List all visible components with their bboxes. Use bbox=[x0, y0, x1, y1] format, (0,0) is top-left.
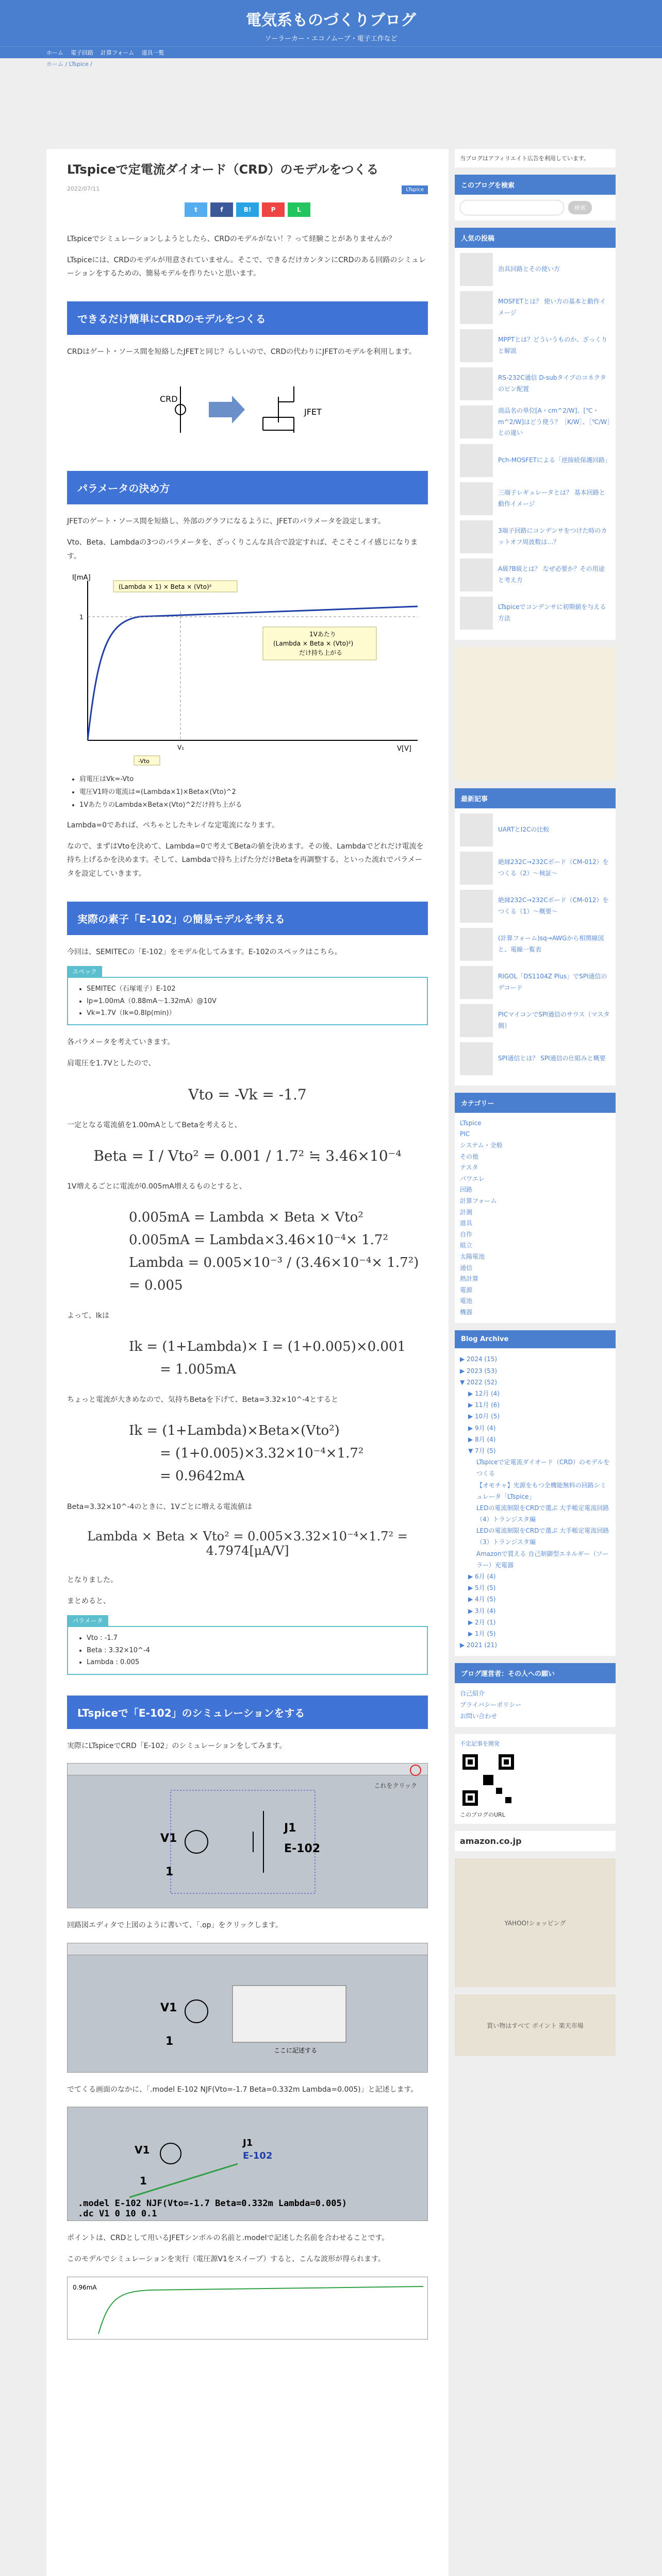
graph-callout-line-1: 1Vあたり bbox=[309, 631, 336, 638]
category-link[interactable]: パワエレ bbox=[460, 1175, 485, 1182]
ad-banner-1[interactable] bbox=[455, 647, 616, 781]
increase-text: Beta=3.32×10^-4のときに、1Vごとに増える電流値は bbox=[67, 1502, 252, 1511]
recent-title: 最新記事 bbox=[455, 788, 616, 808]
sim-text-3: でてくる画面のなかに、「.model E-102 NJF(Vto=-1.7 Beta=0.332m Lambda=0.005)」と記述します。 bbox=[67, 2085, 418, 2094]
ltspice-toolbar bbox=[68, 1764, 427, 1775]
category-link[interactable]: 組立 bbox=[460, 1242, 473, 1249]
amazon-widget[interactable] bbox=[455, 1831, 616, 1851]
e102-text: 今回は、SEMITECの「E-102」をモデル化してみます。E-102のスペックはこちら。 bbox=[67, 947, 342, 956]
schematic bbox=[68, 1775, 428, 1904]
waveform bbox=[68, 2277, 428, 2339]
article-title: LTspiceで定電流ダイオード（CRD）のモデルをつくる bbox=[67, 162, 379, 177]
popular-posts bbox=[455, 228, 616, 640]
list-item: • 肩電圧はVk=-Vto bbox=[79, 773, 428, 786]
spice-directive-dialog[interactable] bbox=[233, 1986, 346, 2042]
category-link[interactable]: 電池 bbox=[460, 1297, 473, 1305]
share-line-button[interactable]: L bbox=[288, 202, 310, 217]
heading-simple-model: できるだけ簡単にCRDのモデルをつくる bbox=[67, 301, 428, 335]
search-title: このブログを検索 bbox=[455, 175, 616, 195]
waveform-label: 0.96mA bbox=[73, 2283, 97, 2291]
archive-item[interactable]: LEDの電流制限をCRDで選ぶ 大手帳定電流回路（3）トランジスタ編 bbox=[476, 1527, 609, 1546]
graph-ylabel: I[mA] bbox=[72, 574, 91, 582]
archive-item[interactable]: ▶ 1月 (5) bbox=[468, 1630, 496, 1637]
sidebar bbox=[455, 149, 616, 2576]
archive-item[interactable]: ▶ 2024 (15) bbox=[460, 1355, 498, 1363]
schematic-3 bbox=[68, 2107, 428, 2221]
category-link[interactable]: 自作 bbox=[460, 1230, 473, 1238]
schematic-e102: E-102 bbox=[284, 1842, 321, 1856]
post-thumbnail bbox=[460, 405, 493, 438]
archive-widget bbox=[455, 1330, 616, 1656]
post-thumbnail bbox=[460, 852, 493, 885]
waveform-screenshot bbox=[67, 2277, 428, 2340]
share-hatena-button[interactable]: B! bbox=[236, 202, 259, 217]
popular-item[interactable]: 三端子レギュレータとは？ 基本回路と動作イメージ bbox=[460, 482, 610, 515]
v1-text: 1V増えるごとに電流が0.005mA増えるものとすると、 bbox=[67, 1182, 246, 1191]
share-twitter-button[interactable]: t bbox=[185, 202, 207, 217]
post-thumbnail bbox=[460, 597, 493, 630]
intro-paragraph: LTspiceでシミュレーションしようとしたら、CRDのモデルがない！？って経験ことがありませんか？ bbox=[67, 235, 396, 243]
archive-item[interactable]: Amazonで買える 自己制御型エネルギー（ソーラー）充電器 bbox=[476, 1550, 609, 1569]
simple-model-text: CRDはゲート・ソース間を短絡したJFETと同じ？らしいので、CRDの代わりにJFETのモデルを利用します。 bbox=[67, 347, 416, 356]
ltspice-screenshot-1 bbox=[67, 1763, 428, 1908]
post-thumbnail bbox=[460, 482, 493, 515]
list-item: • Lambda : 0.005 bbox=[87, 1656, 418, 1668]
post-thumbnail bbox=[460, 1042, 493, 1075]
schematic-e102: E-102 bbox=[243, 2150, 273, 2162]
ad-disclosure: 当ブログはアフィリエイト広告を利用しています。 bbox=[455, 149, 616, 167]
archive-title: Blog Archive bbox=[455, 1330, 616, 1348]
crd-jfet-diagram bbox=[67, 366, 428, 448]
equation-line: Lambda = 0.005×10⁻³ / (3.46×10⁻⁴× 1.7²) = 0.005 bbox=[129, 1255, 419, 1294]
about-link[interactable]: お問い合わせ bbox=[460, 1712, 498, 1720]
post-thumbnail bbox=[460, 890, 493, 923]
archive-item[interactable]: ▶ 6月 (4) bbox=[468, 1573, 496, 1581]
recent-posts bbox=[455, 788, 616, 1086]
vk-text: 肩電圧を1.7Vとしたので、 bbox=[67, 1059, 156, 1067]
amazon-logo[interactable]: amazon.co.jp bbox=[460, 1836, 522, 1846]
search-widget bbox=[455, 175, 616, 221]
category-badge[interactable]: LTspice bbox=[402, 185, 428, 194]
recent-item[interactable]: RIGOL「DS1104Z Plus」でSPI通信のデコード bbox=[460, 966, 610, 999]
equation-line: Ik = (1+Lambda)×Beta×(Vto²) bbox=[129, 1423, 340, 1439]
lambda-text: Lambda=0であれば、ぺちゃとしたキレイな定電流になります。 bbox=[67, 821, 279, 830]
qr-code-icon bbox=[460, 1752, 517, 1808]
equation-increase: Lambda × Beta × Vto² = 0.005×3.32×10⁻⁴×1.7² = 4.7974[μA/V] bbox=[87, 1529, 408, 1558]
graph-v1: V₁ bbox=[177, 744, 185, 752]
equation-line: = 0.9642mA bbox=[160, 1468, 245, 1484]
qr-widget bbox=[455, 1734, 616, 1824]
archive-item[interactable]: ▶ 2月 (1) bbox=[468, 1618, 496, 1626]
sim-text-2: 回路図エディタで上図のように書いて、「.op」をクリックします。 bbox=[67, 1921, 283, 1930]
post-thumbnail bbox=[460, 928, 493, 961]
equation-line: 0.005mA = Lambda×3.46×10⁻⁴× 1.7² bbox=[129, 1232, 388, 1248]
popular-item[interactable]: LTspiceでコンデンサに初期値を与える方法 bbox=[460, 597, 610, 630]
share-buttons bbox=[67, 202, 428, 217]
archive-item[interactable]: ▼ 2022 (52) bbox=[460, 1378, 498, 1386]
jfet-label: JFET bbox=[304, 407, 322, 417]
equation-line: 0.005mA = Lambda × Beta × Vto² bbox=[129, 1209, 363, 1225]
archive-item[interactable]: LTspiceで定電流ダイオード（CRD）のモデルをつくる bbox=[476, 1459, 610, 1478]
share-facebook-button[interactable]: f bbox=[210, 202, 233, 217]
category-title: カテゴリー bbox=[455, 1093, 616, 1113]
graph-callout-line-3: だけ持ち上がる bbox=[299, 649, 343, 657]
sim-text-4: ポイントは、CRDとして用いるJFETシンボルの名前と.modelで記述した名前を合わせることです。 bbox=[67, 2234, 389, 2243]
category-link[interactable]: 計測 bbox=[460, 1208, 473, 1216]
popular-item[interactable]: Pch-MOSFETによる「逆接続保護回路」 bbox=[460, 444, 610, 477]
schematic-v1: V1 bbox=[135, 2144, 150, 2157]
category-link[interactable]: 道具 bbox=[460, 1219, 473, 1227]
archive-item[interactable]: ▶ 4月 (5) bbox=[468, 1596, 496, 1603]
post-thumbnail bbox=[460, 966, 493, 999]
ltspice-screenshot-2 bbox=[67, 1943, 428, 2073]
category-link[interactable]: 熱計算 bbox=[460, 1275, 479, 1283]
archive-item[interactable]: ▶ 5月 (5) bbox=[468, 1584, 496, 1592]
order-text: なので、まずはVtoを決めて、Lambda=0で考えてBetaの値を決めます。その後、Lambdaでどれだけ電流を持ち上げるかを決めます。そして、Lambdaで持ち上げた分だけBetaを再調整する、といった流れでパラメータを設定していきます。 bbox=[67, 842, 424, 878]
share-pocket-button[interactable]: P bbox=[262, 202, 285, 217]
heading-parameters: パラメータの決め方 bbox=[67, 471, 428, 504]
ltspice-screenshot-3 bbox=[67, 2107, 428, 2221]
archive-item[interactable]: ▶ 12月 (4) bbox=[468, 1390, 500, 1398]
list-item: • Beta : 3.32×10^-4 bbox=[87, 1645, 418, 1656]
archive-item[interactable]: ▼ 7月 (5) bbox=[468, 1447, 496, 1454]
spec-label: スペック bbox=[67, 966, 102, 977]
nav-item-home[interactable]: ホーム bbox=[46, 49, 63, 56]
recent-item[interactable]: 絶縁232C→232Cボード（CM-012）をつくる（1）〜概要〜 bbox=[460, 890, 610, 923]
post-thumbnail bbox=[460, 444, 493, 477]
param-text: JFETのゲート・ソース間を短絡し、外部のグラフになるように、JFETのパラメータを設定します。 bbox=[67, 517, 385, 526]
graph-xlabel: V[V] bbox=[397, 745, 411, 753]
list-item: • Vto : -1.7 bbox=[87, 1632, 418, 1644]
category-link[interactable]: 通信 bbox=[460, 1264, 473, 1272]
param-box bbox=[67, 1626, 428, 1674]
summary-text: まとめると、 bbox=[67, 1597, 110, 1605]
article-date: 2022/07/11 bbox=[67, 185, 100, 192]
category-link[interactable]: LTspice bbox=[460, 1119, 482, 1127]
param-label: パラメータ bbox=[67, 1615, 108, 1626]
equation-line: = (1+0.005)×3.32×10⁻⁴×1.7² bbox=[160, 1446, 364, 1462]
archive-item[interactable]: 【オモチャ】光源をもつ全機能無料の回路シミュレータ「LTspice」 bbox=[476, 1481, 606, 1500]
archive-item[interactable]: ▶ 3月 (4) bbox=[468, 1607, 496, 1615]
list-item: • Vk=1.7V（Ik=0.8Ip(min)） bbox=[87, 1007, 418, 1019]
category-link[interactable]: テスタ bbox=[460, 1164, 478, 1172]
nav-item-tools[interactable]: 道具一覧 bbox=[141, 49, 164, 56]
category-link[interactable]: 機器 bbox=[460, 1308, 473, 1316]
popular-item[interactable]: MPPTとは？どういうものか、ざっくりと解説 bbox=[460, 329, 610, 362]
graph-callout-top: (Lambda × 1) × Beta × (Vto)² bbox=[119, 583, 212, 591]
click-note: これをクリック bbox=[374, 1782, 417, 1790]
crd-label: CRD bbox=[160, 394, 178, 404]
category-link[interactable]: PIC bbox=[460, 1130, 470, 1138]
category-link[interactable]: 回路 bbox=[460, 1186, 473, 1194]
post-thumbnail bbox=[460, 520, 493, 553]
site-title[interactable]: 電気系ものづくりブログ bbox=[246, 11, 416, 29]
popular-item[interactable]: 治具回路とその使い方 bbox=[460, 253, 610, 286]
model-line-2: .dc V1 0 10 0.1 bbox=[78, 2209, 157, 2219]
equation-vto: Vto = -Vk = -1.7 bbox=[188, 1086, 307, 1103]
popular-item[interactable]: RS-232C通信 D-subタイプのコネクタのピン配置 bbox=[460, 367, 610, 400]
popular-item[interactable]: MOSFETとは？ 使い方の基本と動作イメージ bbox=[460, 291, 610, 324]
site-header bbox=[0, 0, 662, 46]
list-item: • SEMITEC（石塚電子）E-102 bbox=[87, 983, 418, 995]
equation-lambda bbox=[129, 1206, 428, 1297]
graph-callout-line-2: (Lambda × Beta × (Vto)²) bbox=[273, 640, 354, 648]
popular-item[interactable]: 3端子回路にコンデンサをつけた時のカットオフ周波数は…？ bbox=[460, 520, 610, 553]
post-thumbnail bbox=[460, 558, 493, 591]
recent-item[interactable]: PICマイコンでSPI通信のサウス（マスタ側） bbox=[460, 1004, 610, 1037]
post-thumbnail bbox=[460, 814, 493, 846]
archive-item[interactable]: ▶ 8月 (4) bbox=[468, 1435, 496, 1443]
list-item: • Ip=1.00mA（0.88mA〜1.32mA）@10V bbox=[87, 995, 418, 1007]
schematic-one: 1 bbox=[166, 2035, 174, 2048]
heading-e102: 実際の素子「E-102」の簡易モデルを考える bbox=[67, 902, 428, 935]
post-thumbnail bbox=[460, 1004, 493, 1037]
about-widget bbox=[455, 1663, 616, 1727]
archive-list bbox=[460, 1353, 610, 1651]
category-link[interactable]: 太陽電池 bbox=[460, 1252, 485, 1260]
equation-line: = 1.005mA bbox=[160, 1362, 236, 1378]
recent-item[interactable]: SPI通信とは？ SPI通信の仕組みと概要 bbox=[460, 1042, 610, 1075]
recent-item[interactable]: (計算フォーム)sq→AWGから相関線図と、電線一覧表 bbox=[460, 928, 610, 961]
archive-item[interactable]: ▶ 10月 (5) bbox=[468, 1413, 500, 1420]
recent-item[interactable]: 絶縁232C→232Cボード（CM-012）をつくる（2）〜検証〜 bbox=[460, 852, 610, 885]
nav-item-circuits[interactable]: 電子回路 bbox=[71, 49, 93, 56]
list-item: • 電圧V1時の電流は=(Lambda×1)×Beta×(Vto)^2 bbox=[79, 786, 428, 799]
nav-item-calc[interactable]: 計算フォーム bbox=[101, 49, 135, 56]
post-thumbnail bbox=[460, 329, 493, 362]
popular-title: 人気の投稿 bbox=[455, 228, 616, 248]
schematic-j1: J1 bbox=[243, 2138, 253, 2149]
sim-text: 実際にLTspiceでCRD「E-102」のシミュレーションをしてみます。 bbox=[67, 1741, 287, 1750]
ad-banner-yahoo[interactable]: YAHOO!ショッピング bbox=[455, 1858, 616, 1987]
param-bullets bbox=[67, 773, 428, 811]
model-line-1: .model E-102 NJF(Vto=-1.7 Beta=0.332m Lambda=0.005) bbox=[78, 2198, 347, 2209]
about-link[interactable]: 自己紹介 bbox=[460, 1690, 485, 1698]
post-thumbnail bbox=[460, 291, 493, 324]
about-title: ブログ運営者：その人への願い bbox=[455, 1663, 616, 1683]
then-text: よって、Ikは bbox=[67, 1312, 109, 1320]
list-item: • 1VあたりのLambda×Beta×(Vto)^2だけ持ち上がる bbox=[79, 799, 428, 812]
archive-item[interactable]: ▶ 2021 (21) bbox=[460, 1641, 498, 1649]
write-here-note: ここに記述する bbox=[274, 2046, 318, 2054]
ad-banner-rakuten[interactable]: 買い物はすべて ポイント 楽天市場 bbox=[455, 1994, 616, 2056]
iv-graph bbox=[67, 570, 428, 766]
spec-note: 各パラメータを考えていきます。 bbox=[67, 1038, 175, 1047]
sim-text-5: このモデルでシミュレーションを実行（電圧源V1をスイープ）すると、こんな波形が得られます。 bbox=[67, 2255, 385, 2263]
archive-item[interactable]: ▶ 2023 (53) bbox=[460, 1367, 498, 1375]
op-button-highlight[interactable] bbox=[410, 1765, 421, 1776]
popular-item[interactable]: 商品名の単位[A・cm^2/W]、[℃・m^2/W]はどう使う？［K/W］、［℃/W］との違い bbox=[460, 405, 610, 439]
post-thumbnail bbox=[460, 367, 493, 400]
heading-simulation: LTspiceで「E-102」のシミュレーションをする bbox=[67, 1696, 428, 1729]
nav-bar bbox=[0, 46, 662, 58]
category-widget bbox=[455, 1093, 616, 1324]
arrow-right-icon bbox=[209, 396, 245, 423]
equation-beta: Beta = I / Vto² = 0.001 / 1.7² ≒ 3.46×10⁻⁴ bbox=[93, 1147, 402, 1165]
equation-line: Ik = (1+Lambda)× I = (1+0.005)×0.001 bbox=[129, 1339, 406, 1355]
graph-tick-1: 1 bbox=[79, 614, 84, 621]
category-link[interactable]: 電源 bbox=[460, 1286, 473, 1294]
dev-label: 不定記事を開発 bbox=[460, 1740, 500, 1748]
schematic-2 bbox=[68, 1955, 428, 2068]
beta-text: 一定となる電流値を1.00mAとしてBetaを考えると、 bbox=[67, 1121, 242, 1129]
breadcrumb[interactable]: ホーム / LTspice / bbox=[46, 61, 92, 67]
equation-ik2 bbox=[129, 1419, 428, 1488]
article-main bbox=[46, 149, 449, 2576]
schematic-j1: J1 bbox=[284, 1822, 296, 1835]
schematic-v1: V1 bbox=[160, 2001, 177, 2014]
archive-item[interactable]: ▶ 11月 (6) bbox=[468, 1401, 500, 1409]
post-thumbnail bbox=[460, 253, 493, 286]
site-description: ソーラーカー・エコノムーブ・電子工作など bbox=[264, 35, 398, 43]
graph-vto: -Vto bbox=[138, 758, 150, 765]
spec-box bbox=[67, 977, 428, 1025]
search-button[interactable]: 検索 bbox=[568, 201, 592, 214]
recent-item[interactable]: UARTとI2Cの比較 bbox=[460, 814, 610, 846]
popular-item[interactable]: A級?B級とは？ なぜ必要か？その用途と考え方 bbox=[460, 558, 610, 591]
ok-text: となりました。 bbox=[67, 1576, 118, 1585]
schematic-one: 1 bbox=[140, 2175, 147, 2188]
search-input[interactable] bbox=[460, 200, 564, 215]
beta-adjust-text: ちょっと電流が大きめなので、気持ちBetaを下げて、Beta=3.32×10^-4とすると bbox=[67, 1396, 339, 1404]
category-link[interactable]: システム・全般 bbox=[460, 1141, 503, 1149]
param-text-2: Vto、Beta、Lambdaの3つのパラメータを、ざっくりこんな具合で設定すれば、そこそこイイ感じになります。 bbox=[67, 538, 418, 561]
schematic-v1: V1 bbox=[160, 1832, 177, 1845]
category-link[interactable]: 計算フォーム bbox=[460, 1197, 497, 1205]
about-link[interactable]: プライバシーポリシー bbox=[460, 1701, 522, 1708]
iv-curve bbox=[88, 606, 418, 740]
archive-item[interactable]: LEDの電流制限をCRDで選ぶ 大手帳定電流回路（4）トランジスタ編 bbox=[476, 1504, 609, 1523]
qr-label: このブログのURL bbox=[460, 1811, 505, 1819]
equation-ik bbox=[129, 1335, 428, 1381]
schematic-one: 1 bbox=[166, 1866, 174, 1879]
intro-paragraph-2: LTspiceには、CRDのモデルが用意されていません。そこで、できるだけカンタンにCRDのある回路のシミュレーションをするための、簡易モデルを作りたいと思います。 bbox=[67, 256, 426, 278]
archive-item[interactable]: ▶ 9月 (4) bbox=[468, 1424, 496, 1432]
category-link[interactable]: その他 bbox=[460, 1153, 479, 1160]
